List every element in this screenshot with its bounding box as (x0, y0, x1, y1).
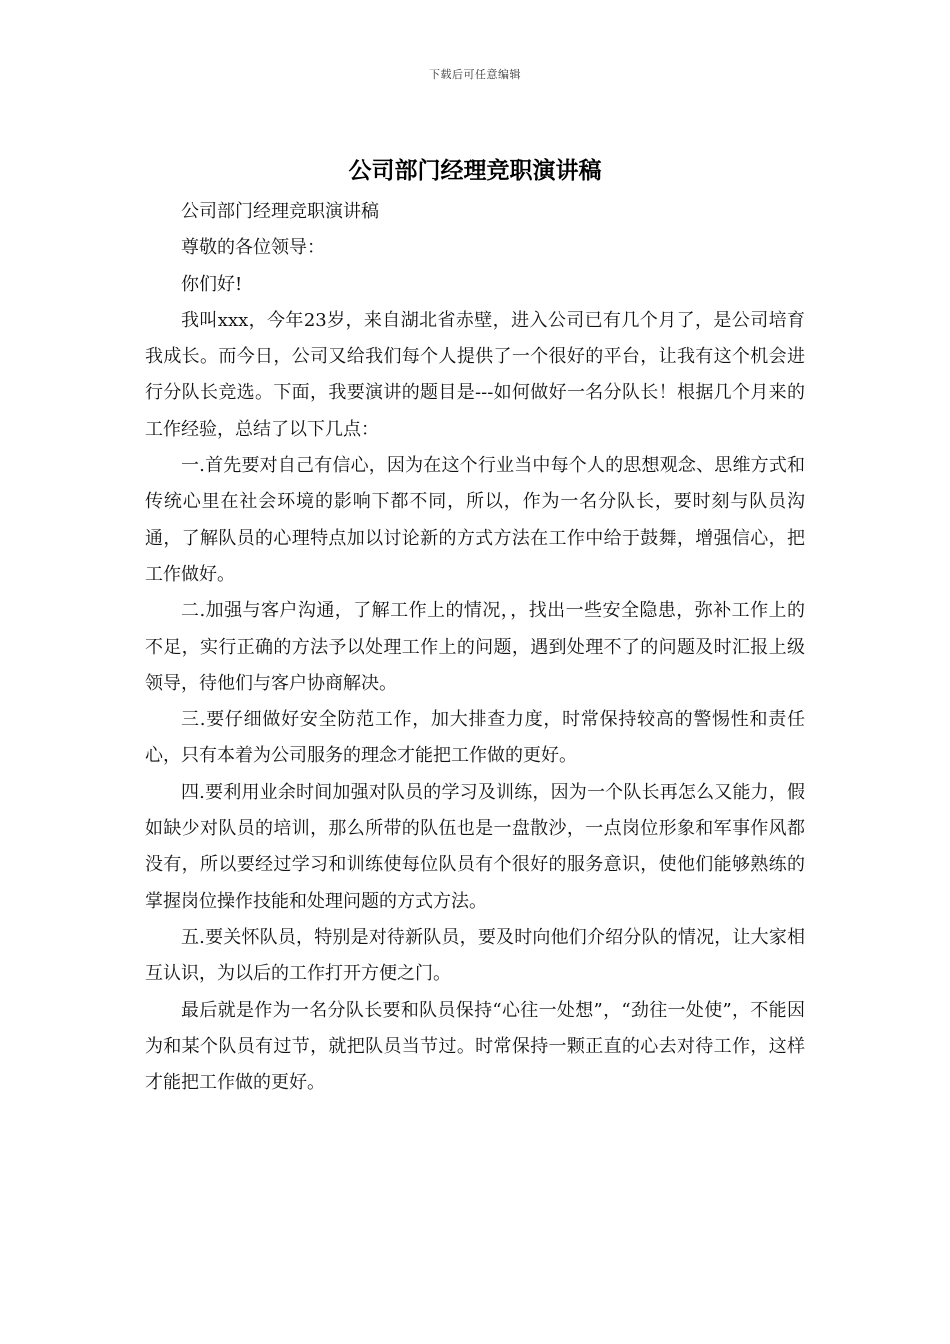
paragraph-introduction: 我叫xxx，今年23岁，来自湖北省赤壁，进入公司已有几个月了，是公司培育我成长。而今日，公司又给我们每个人提供了一个很好的平台，让我有这个机会进行分队长竞选。下面，我要演讲的题目是---如何做好一名分队长！根据几个月来的工作经验，总结了以下几点： (145, 309, 805, 440)
paragraph-greeting: 你们好! (181, 273, 243, 295)
paragraph-conclusion: 最后就是作为一名分队长要和队员保持“心往一处想”，“劲往一处使”，不能因为和某个队员有过节，就把队员当节过。时常保持一颗正直的心去对待工作，这样才能把工作做的更好。 (145, 999, 805, 1094)
document-body (145, 194, 805, 1101)
paragraph-point-4: 四.要利用业余时间加强对队员的学习及训练，因为一个队长再怎么又能力，假如缺少对队员的培训，那么所带的队伍也是一盘散沙，一点岗位形象和军事作风都没有，所以要经过学习和训练使每位队员有个很好的服务意识，使他们能够熟练的掌握岗位操作技能和处理问题的方式方法。 (145, 781, 805, 912)
paragraph-salutation: 尊敬的各位领导： (181, 237, 325, 259)
header-note: 下载后可任意编辑 (429, 68, 521, 81)
paragraph-point-3: 三.要仔细做好安全防范工作，加大排查力度，时常保持较高的警惕性和责任心，只有本着为公司服务的理念才能把工作做的更好。 (145, 709, 805, 767)
paragraph-point-1: 一.首先要对自己有信心，因为在这个行业当中每个人的思想观念、思维方式和传统心里在社会环境的影响下都不同，所以，作为一名分队长，要时刻与队员沟通，了解队员的心理特点加以讨论新的方式方法在工作中给于鼓舞，增强信心，把工作做好。 (145, 455, 805, 585)
paragraph-subtitle: 公司部门经理竞职演讲稿 (181, 201, 379, 222)
document-title: 公司部门经理竞职演讲稿 (348, 157, 602, 184)
paragraph-point-5: 五.要关怀队员，特别是对待新队员，要及时向他们介绍分队的情况，让大家相互认识，为以后的工作打开方便之门。 (145, 926, 805, 985)
paragraph-point-2: 二.加强与客户沟通，了解工作上的情况，，找出一些安全隐患，弥补工作上的不足，实行正确的方法予以处理工作上的问题，遇到处理不了的问题及时汇报上级领导，待他们与客户协商解决。 (145, 600, 805, 694)
